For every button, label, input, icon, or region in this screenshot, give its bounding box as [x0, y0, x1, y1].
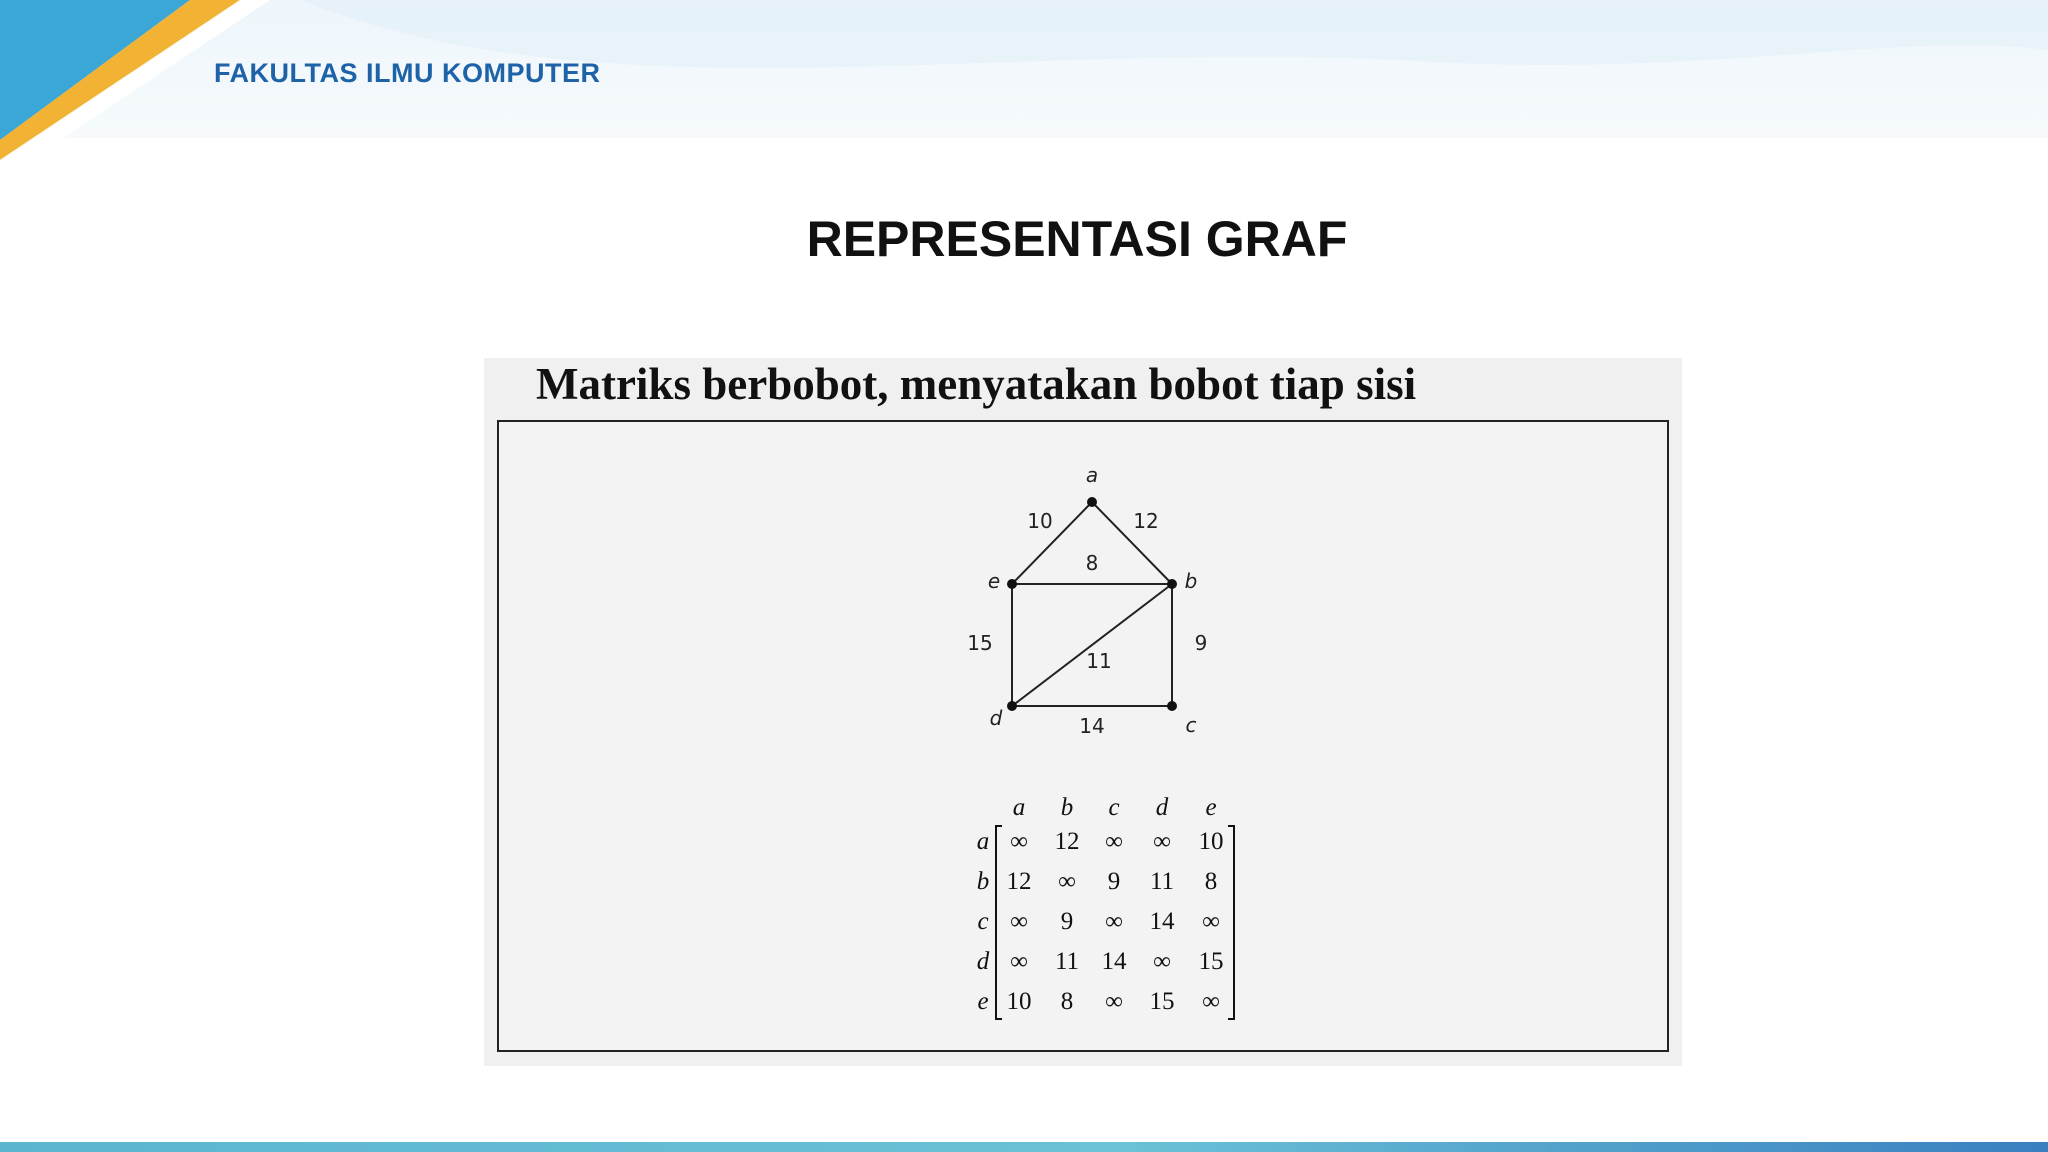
- matrix-cell-d-b: 11: [1054, 948, 1080, 975]
- edge-weight-b-c: 9: [1194, 631, 1208, 655]
- edge-weight-d-c: 14: [1079, 714, 1105, 738]
- edge-weight-a-b: 12: [1133, 509, 1159, 533]
- matrix-cell-e-e: ∞: [1202, 988, 1220, 1015]
- matrix-cell-e-a: 10: [1006, 988, 1032, 1015]
- matrix-cell-b-c: 9: [1107, 868, 1121, 895]
- matrix-row-header-b: b: [976, 868, 990, 895]
- matrix-col-header-c: c: [1108, 794, 1120, 821]
- matrix-cell-c-d: 14: [1149, 908, 1175, 935]
- matrix-right-bracket: [1228, 826, 1234, 1019]
- matrix-cell-c-b: 9: [1060, 908, 1074, 935]
- vertex-label-e: e: [987, 569, 1001, 593]
- matrix-cell-a-c: ∞: [1105, 828, 1123, 855]
- matrix-cell-e-c: ∞: [1105, 988, 1123, 1015]
- edge-weight-e-d: 15: [967, 631, 993, 655]
- vertex-d: [1007, 701, 1017, 711]
- faculty-name: FAKULTAS ILMU KOMPUTER: [214, 58, 601, 88]
- matrix-cell-e-d: 15: [1149, 988, 1175, 1015]
- matrix-row-header-d: d: [976, 948, 990, 975]
- vertex-b: [1167, 579, 1177, 589]
- matrix-cell-b-b: ∞: [1058, 868, 1076, 895]
- graph-and-matrix: [499, 422, 1667, 1050]
- edge-weight-a-e: 10: [1027, 509, 1053, 533]
- matrix-cell-a-e: 10: [1198, 828, 1224, 855]
- matrix-cell-b-a: 12: [1006, 868, 1032, 895]
- edge-b-d: [1012, 584, 1172, 706]
- matrix-row-header-a: a: [976, 828, 990, 855]
- vertex-a: [1087, 497, 1097, 507]
- vertex-label-b: b: [1184, 569, 1198, 593]
- matrix-cell-c-e: ∞: [1202, 908, 1220, 935]
- vertex-label-d: d: [989, 706, 1003, 730]
- matrix-cell-d-c: 14: [1101, 948, 1127, 975]
- edge-weight-e-b: 8: [1085, 551, 1099, 575]
- vertex-e: [1007, 579, 1017, 589]
- edge-a-b: [1092, 502, 1172, 584]
- matrix-cell-d-d: ∞: [1153, 948, 1171, 975]
- matrix-cell-b-d: 11: [1149, 868, 1175, 895]
- matrix-cell-c-c: ∞: [1105, 908, 1123, 935]
- slide-title: REPRESENTASI GRAF: [806, 211, 1348, 267]
- figure-box: [497, 420, 1669, 1052]
- matrix-cell-a-d: ∞: [1153, 828, 1171, 855]
- matrix-cell-c-a: ∞: [1010, 908, 1028, 935]
- figure-panel: [484, 358, 1682, 1066]
- matrix-col-header-d: d: [1155, 794, 1169, 821]
- matrix-row-header-e: e: [977, 988, 989, 1015]
- matrix-left-bracket: [996, 826, 1002, 1019]
- header-band: [0, 0, 2048, 138]
- matrix-cell-a-a: ∞: [1010, 828, 1028, 855]
- figure-heading: Matriks berbobot, menyatakan bobot tiap sisi: [536, 359, 1417, 409]
- matrix-cell-d-e: 15: [1198, 948, 1224, 975]
- bottom-strip: [0, 1142, 2048, 1152]
- vertex-c: [1167, 701, 1177, 711]
- decorative-swoosh: [0, 0, 2048, 180]
- matrix-cell-a-b: 12: [1054, 828, 1080, 855]
- matrix-cell-b-e: 8: [1204, 868, 1218, 895]
- matrix-row-header-c: c: [977, 908, 989, 935]
- matrix-col-header-b: b: [1060, 794, 1074, 821]
- matrix-col-header-e: e: [1205, 794, 1217, 821]
- vertex-label-c: c: [1185, 713, 1197, 737]
- edge-weight-b-d: 11: [1086, 649, 1112, 673]
- vertex-label-a: a: [1085, 463, 1099, 487]
- matrix-cell-e-b: 8: [1060, 988, 1074, 1015]
- matrix-col-header-a: a: [1012, 794, 1026, 821]
- matrix-cell-d-a: ∞: [1010, 948, 1028, 975]
